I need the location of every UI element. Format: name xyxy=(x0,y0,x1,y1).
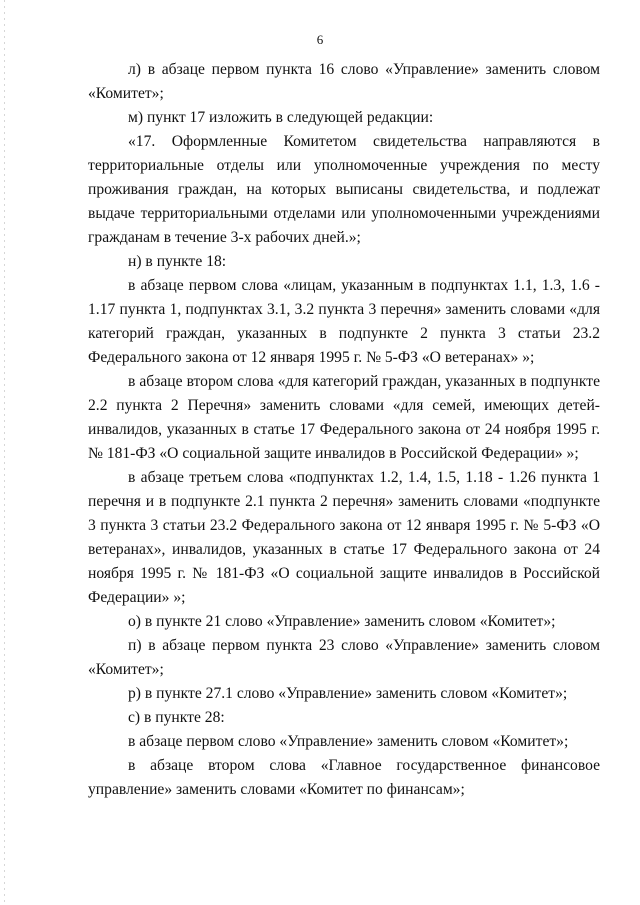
paragraph-17-text: «17. Оформленные Комитетом свидетельства направляются в территориальные отделы или уполномоченные учреждения по месту проживания граждан, на которых выписаны свидетельства, и подлежат выдаче территориальными отделами или уполномоченными учреждениями гражданам в течение 3-х рабочих дней.»; xyxy=(88,133,600,246)
paragraph-n-first: в абзаце первом слова «лицам, указанным в подпунктах 1.1, 1.3, 1.6 - 1.17 пункта 1, подпунктах 3.1, 3.2 пункта 3 перечня» заменить словами «для категорий граждан, указанных в подпункте 2 пункта 3 статьи 23.2 Федерального закона от 12 января 1995 г. № 5-ФЗ «О ветеранах» »; xyxy=(88,277,600,366)
scan-edge-artifact xyxy=(4,0,5,905)
paragraph-n-third: в абзаце третьем слова «подпунктах 1.2, 1.4, 1.5, 1.18 - 1.26 пункта 1 перечня и в подпункте 2.1 пункта 2 перечня» заменить словами «подпункте 3 пункта 3 статьи 23.2 Федерального закона от 12 января 1995 г. № 5-ФЗ «О ветеранах», инвалидов, указанных в статье 17 Федерального закона от 24 ноября 1995 г. № 181-ФЗ «О социальной защите инвалидов в Российской Федерации» »; xyxy=(88,469,600,606)
paragraph-p: п) в абзаце первом пункта 23 слово «Управление» заменить словом «Комитет»; xyxy=(88,637,600,678)
document-body xyxy=(88,58,600,802)
paragraph-l: л) в абзаце первом пункта 16 слово «Управление» заменить словом «Комитет»; xyxy=(88,61,600,102)
paragraph-s-first: в абзаце первом слово «Управление» заменить словом «Комитет»; xyxy=(128,733,569,750)
paragraph-n: н) в пункте 18: xyxy=(128,253,227,270)
page-number: 6 xyxy=(316,32,324,47)
paragraph-s: с) в пункте 28: xyxy=(128,709,225,726)
paragraph-n-second: в абзаце втором слова «для категорий граждан, указанных в подпункте 2.2 пункта 2 Перечня» заменить словами «для семей, имеющих детей-инвалидов, указанных в статье 17 Федерального закона от 24 ноября 1995 г. № 181-ФЗ «О социальной защите инвалидов в Российской Федерации» »; xyxy=(88,373,600,462)
paragraph-r: р) в пункте 27.1 слово «Управление» заменить словом «Комитет»; xyxy=(128,685,568,702)
paragraph-s-second: в абзаце втором слова «Главное государственное финансовое управление» заменить словами «Комитет по финансам»; xyxy=(88,757,600,798)
paragraph-m: м) пункт 17 изложить в следующей редакции: xyxy=(128,109,434,126)
paragraph-o: о) в пункте 21 слово «Управление» заменить словом «Комитет»; xyxy=(128,613,556,630)
